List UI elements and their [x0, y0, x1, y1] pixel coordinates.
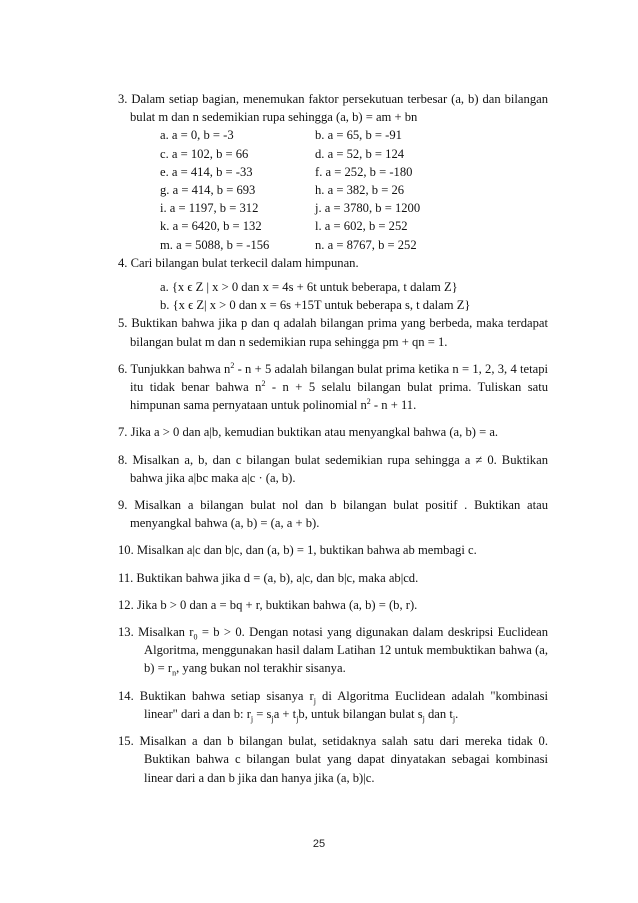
subscript: j — [422, 714, 425, 724]
text-run: 13. Misalkan r — [118, 625, 194, 640]
exercise-6 — [118, 360, 548, 415]
text-run: a + t — [273, 706, 297, 721]
part-row — [160, 199, 548, 217]
text-run: di Algoritma Euclidean adalah "kombinasi linear" dari a dan b: r — [144, 688, 548, 721]
part-item: n. a = 8767, b = 252 — [315, 237, 417, 252]
subscript: j — [452, 714, 456, 724]
exercise-10: 10. Misalkan a|c dan b|c, dan (a, b) = 1, buktikan bahwa ab membagi c. — [118, 543, 477, 558]
part-row — [160, 145, 548, 163]
text-run: 14. Buktikan bahwa setiap sisanya r — [118, 688, 314, 703]
text-run: 6. Tunjukkan bahwa n — [118, 361, 231, 376]
exercise-3-parts — [160, 126, 548, 253]
subscript: j — [296, 714, 299, 724]
part-item: a. a = 0, b = -3 — [160, 128, 234, 143]
part-item: l. a = 602, b = 252 — [315, 219, 408, 234]
exercise-3: 3. Dalam setiap bagian, menemukan faktor persekutuan terbesar (a, b) dan bilangan bulat m dan n sedemikian rupa sehingga (a, b) = am + bn — [118, 92, 548, 125]
part-item: f. a = 252, b = -180 — [315, 164, 413, 179]
exercise-8: 8. Misalkan a, b, dan c bilangan bulat sedemikian rupa sehingga a ≠ 0. Buktikan bahwa jika a|bc maka a|c · (a, b). — [118, 452, 548, 485]
text-run: - n + 5 adalah bilangan bulat prima ketika n = 1, 2, 3, 4 tetapi itu tidak benar bahwa n — [130, 361, 549, 395]
superscript: 2 — [366, 397, 371, 407]
exercise-list — [118, 90, 548, 787]
part-item: i. a = 1197, b = 312 — [160, 201, 259, 216]
subscript: n — [172, 669, 177, 678]
exercise-4: 4. Cari bilangan bulat terkecil dalam himpunan. — [118, 255, 359, 270]
exercise-13 — [118, 623, 548, 678]
part-item: k. a = 6420, b = 132 — [160, 219, 262, 234]
exercise-12: 12. Jika b > 0 dan a = bq + r, buktikan bahwa (a, b) = (b, r). — [118, 597, 418, 612]
part-item: m. a = 5088, b = -156 — [160, 237, 270, 252]
page-number: 25 — [312, 838, 326, 850]
part-item: c. a = 102, b = 66 — [160, 146, 249, 161]
exercise-5: 5. Buktikan bahwa jika p dan q adalah bilangan prima yang berbeda, maka terdapat bilangan bulat m dan n sedemikian rupa sehingga pm + qn = 1. — [118, 316, 548, 349]
exercise-11: 11. Buktikan bahwa jika d = (a, b), a|c, dan b|c, maka ab|cd. — [118, 570, 419, 585]
part-item: b. a = 65, b = -91 — [315, 128, 402, 143]
exercise-14 — [118, 687, 548, 723]
text-run: dan t — [424, 706, 453, 721]
text-run: . — [455, 706, 459, 721]
text-run: , yang bukan nol terakhir sisanya. — [176, 661, 346, 676]
set-b: b. {x ϵ Z| x > 0 dan x = 6s +15T untuk beberapa s, t dalam Z} — [160, 298, 471, 313]
part-row — [160, 181, 548, 199]
exercise-4-parts — [160, 278, 548, 314]
text-run: = b > 0. Dengan notasi yang digunakan dalam deskripsi Euclidean Algoritma, menggunakan hasil dalam Latihan 12 untuk membuktikan bahwa (a, b) = r — [144, 625, 548, 676]
part-row — [160, 217, 548, 235]
text-run: - n + 5 selalu bilangan bulat prima. Tuliskan satu himpunan sama pernyataan untuk polinomial n — [130, 380, 549, 413]
subscript: j — [271, 714, 274, 724]
part-item: d. a = 52, b = 124 — [315, 146, 405, 161]
text-run: - n + 11. — [370, 398, 417, 413]
exercise-9: 9. Misalkan a bilangan bulat nol dan b bilangan bulat positif . Buktikan atau menyangkal bahwa (a, b) = (a, a + b). — [118, 498, 548, 531]
exercise-7: 7. Jika a > 0 dan a|b, kemudian buktikan atau menyangkal bahwa (a, b) = a. — [118, 425, 499, 440]
text-run: = s — [253, 706, 272, 721]
part-row — [160, 236, 548, 254]
subscript: j — [313, 696, 316, 706]
superscript: 2 — [261, 378, 266, 388]
part-item: g. a = 414, b = 693 — [160, 183, 256, 198]
exercise-15: 15. Misalkan a dan b bilangan bulat, setidaknya salah satu dari mereka tidak 0. Buktikan bahwa c bilangan bulat yang dapat dinyatakan sebagai kombinasi linear dari a dan b jika dan hanya jika (a, b)|c. — [118, 734, 548, 785]
superscript: 2 — [230, 360, 235, 370]
set-a: a. {x ϵ Z | x > 0 dan x = 4s + 6t untuk beberapa, t dalam Z} — [160, 280, 458, 295]
part-item: h. a = 382, b = 26 — [315, 183, 405, 198]
part-row — [160, 126, 548, 144]
subscript: j — [250, 714, 254, 724]
part-item: e. a = 414, b = -33 — [160, 164, 253, 179]
part-row — [160, 163, 548, 181]
subscript: 0 — [193, 632, 198, 642]
part-item: j. a = 3780, b = 1200 — [315, 201, 421, 216]
text-run: b, untuk bilangan bulat s — [298, 706, 423, 721]
